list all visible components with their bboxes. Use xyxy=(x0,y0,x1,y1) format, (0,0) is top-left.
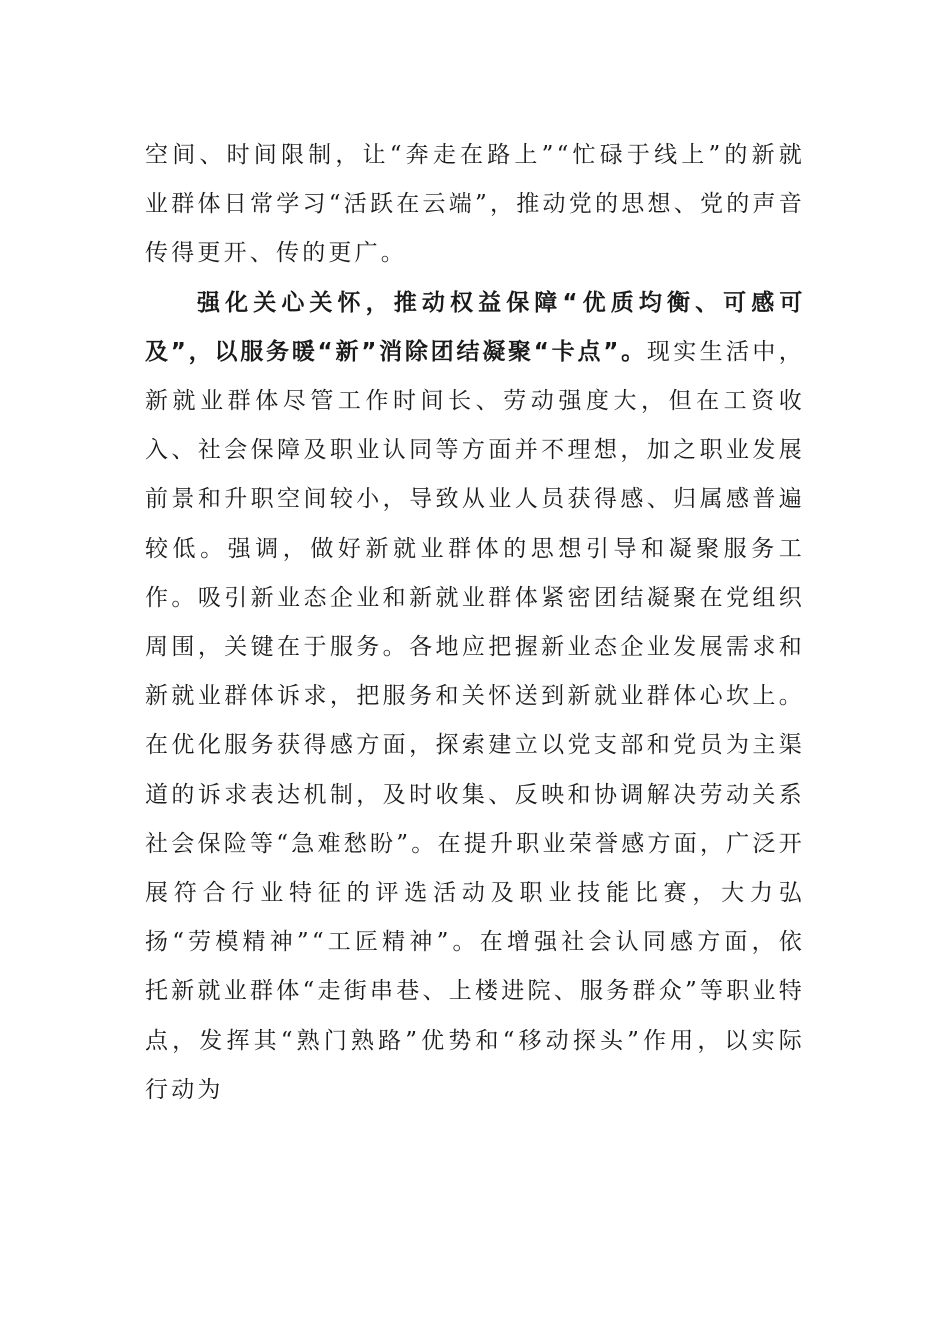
document-body xyxy=(145,131,805,1115)
paragraph-continuation xyxy=(145,131,805,279)
paragraph-lead-sentence: 强化关心关怀，推动权益保障“优质均衡、可感可及”，以服务暖“新”消除团结凝聚“卡点”。 xyxy=(145,289,805,365)
paragraph-care-and-rights xyxy=(145,279,805,1115)
paragraph-text: 空间、时间限制，让“奔走在路上”“忙碌于线上”的新就业群体日常学习“活跃在云端”，推动党的思想、党的声音传得更开、传的更广。 xyxy=(145,142,805,267)
paragraph-text: 现实生活中，新就业群体尽管工作时间长、劳动强度大，但在工资收入、社会保障及职业认同等方面并不理想，加之职业发展前景和升职空间较小，导致从业人员获得感、归属感普遍较低。强调，做好新就业群体的思想引导和凝聚服务工作。吸引新业态企业和新就业群体紧密团结凝聚在党组织周围，关键在于服务。各地应把握新业态企业发展需求和新就业群体诉求，把服务和关怀送到新就业群体心坎上。在优化服务获得感方面，探索建立以党支部和党员为主渠道的诉求表达机制，及时收集、反映和协调解决劳动关系社会保险等“急难愁盼”。在提升职业荣誉感方面，广泛开展符合行业特征的评选活动及职业技能比赛，大力弘扬“劳模精神”“工匠精神”。在增强社会认同感方面，依托新就业群体“走街串巷、上楼进院、服务群众”等职业特点，发挥其“熟门熟路”优势和“移动探头”作用，以实际行动为 xyxy=(145,338,805,1103)
